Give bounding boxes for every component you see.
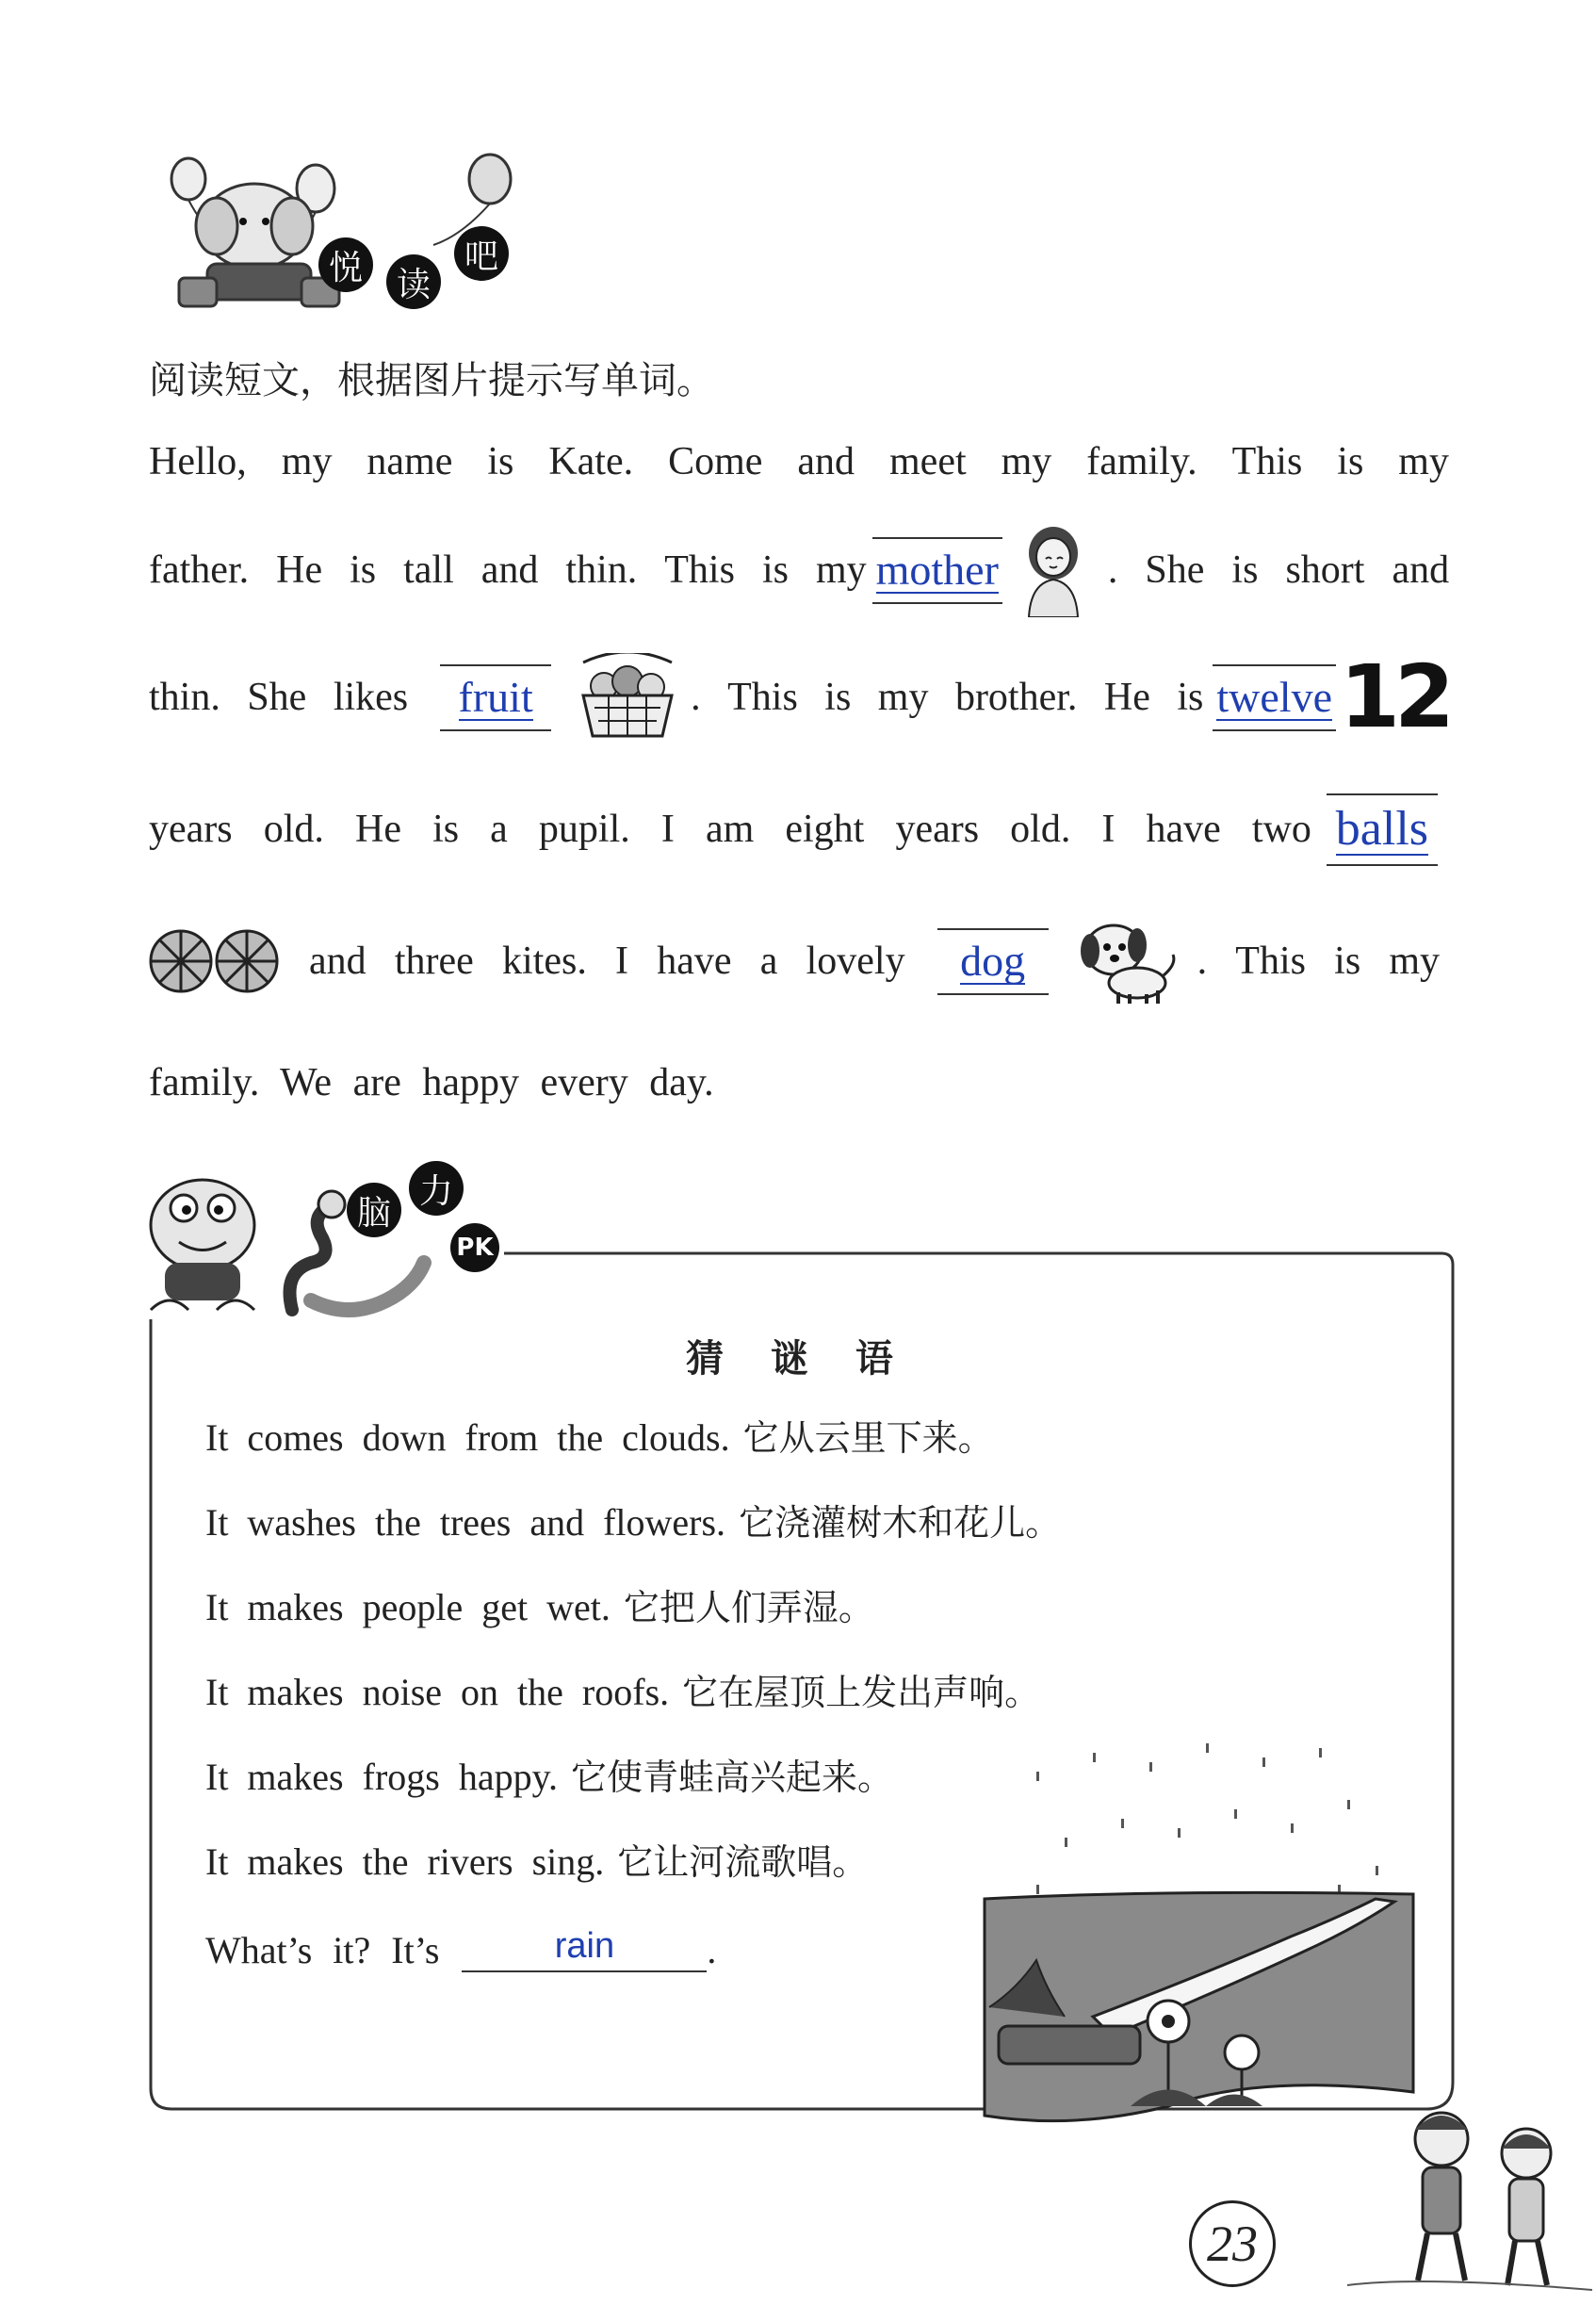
riddle-line-6: It makes the rivers sing. 它让河流歌唱。 bbox=[205, 1840, 869, 1883]
passage-line-3: thin. She likes fruit . This is my brother. He is twelve 12 bbox=[149, 646, 1450, 747]
answer-dog[interactable]: dog bbox=[937, 928, 1049, 995]
riddle-answer[interactable]: rain bbox=[462, 1927, 707, 1972]
passage-line-4: years old. He is a pupil. I am eight years old. I have two balls bbox=[149, 777, 1438, 881]
riddle-line-2: It washes the trees and flowers. 它浇灌树木和花儿。 bbox=[205, 1501, 1062, 1544]
riddle-title: 猜 谜 语 bbox=[686, 1337, 910, 1381]
instruction-text: 阅读短文，根据图片提示写单词。 bbox=[149, 359, 714, 402]
riddle-line-1: It comes down from the clouds. 它从云里下来。 bbox=[205, 1416, 994, 1459]
section-badge-2: 读 bbox=[386, 254, 441, 309]
answer-balls[interactable]: balls bbox=[1327, 793, 1438, 866]
section-badge-3: 吧 bbox=[454, 226, 509, 281]
dog-picture bbox=[1071, 917, 1184, 1006]
section-badge-brain: 脑 bbox=[347, 1183, 401, 1237]
answer-mother[interactable]: mother bbox=[872, 537, 1002, 604]
mother-picture bbox=[1016, 523, 1091, 617]
riddle-line-4: It makes noise on the roofs. 它在屋顶上发出声响。 bbox=[205, 1671, 1041, 1713]
riddle-line-5: It makes frogs happy. 它使青蛙高兴起来。 bbox=[205, 1756, 893, 1798]
passage-line-6: family. We are happy every day. bbox=[149, 1061, 714, 1104]
page-number: 23 bbox=[1189, 2200, 1276, 2287]
section-badge-power: 力 bbox=[409, 1161, 464, 1216]
answer-twelve[interactable]: twelve bbox=[1213, 664, 1336, 731]
kids-walking-illustration bbox=[1347, 2073, 1592, 2299]
number-12-picture: 12 bbox=[1340, 646, 1450, 747]
passage-line-2: father. He is tall and thin. This is my mother . She is short and bbox=[149, 523, 1449, 617]
section-badge-1: 悦 bbox=[318, 237, 373, 292]
two-balls-picture bbox=[149, 927, 281, 995]
answer-fruit[interactable]: fruit bbox=[440, 664, 551, 731]
passage-line-5: and three kites. I have a lovely dog . This is my bbox=[149, 909, 1440, 1013]
riddle-line-3: It makes people get wet. 它把人们弄湿。 bbox=[205, 1586, 874, 1628]
passage-line-1: Hello, my name is Kate. Come and meet my family. This is my bbox=[149, 440, 1449, 483]
section-badge-pk: PK bbox=[450, 1223, 499, 1272]
riddle-question: What’s it? It’s rain . bbox=[205, 1926, 717, 1971]
fruit-basket-picture bbox=[576, 653, 679, 743]
